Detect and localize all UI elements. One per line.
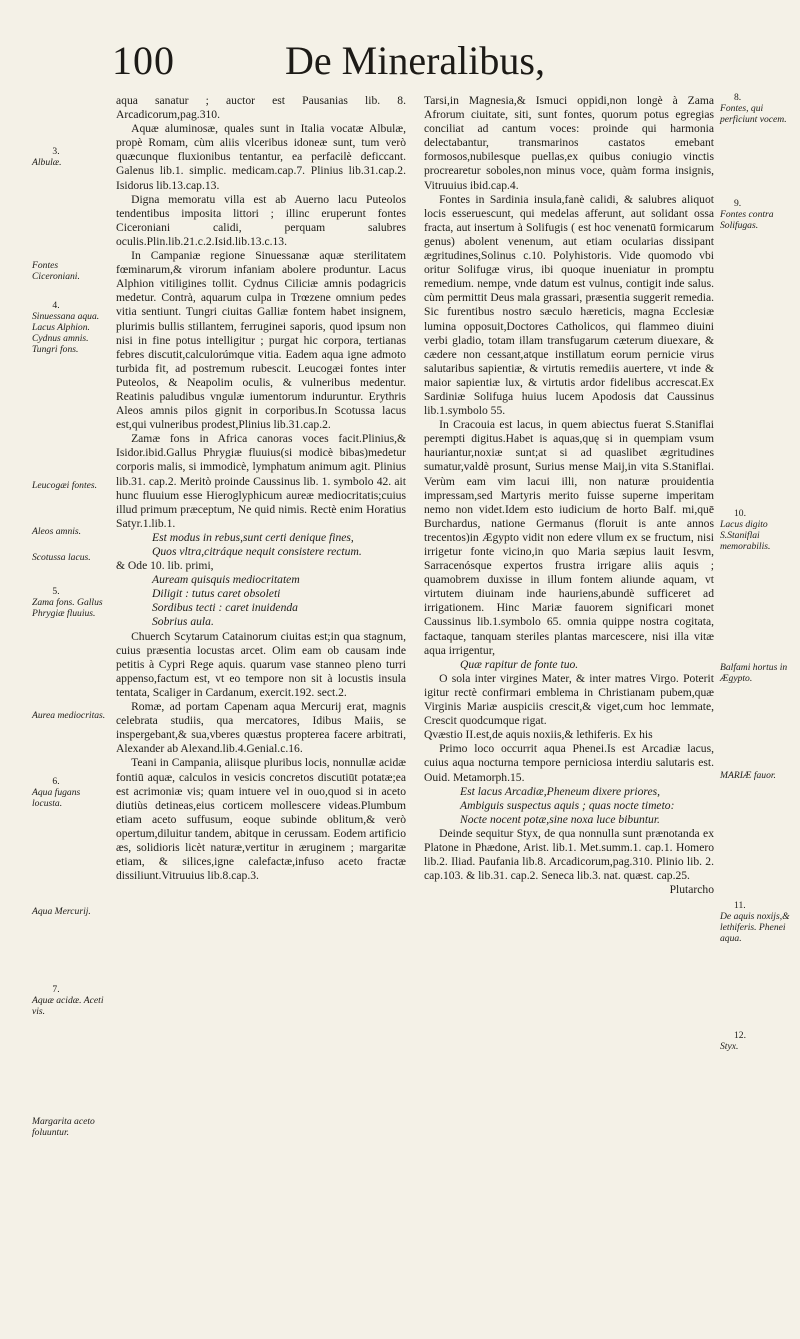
margin-note: Margarita aceto foluuntur. [32, 1116, 95, 1138]
verse-line: Quæ rapitur de fonte tuo. [460, 657, 579, 671]
paragraph: Primo loco occurrit aqua Phenei.Is est Arcadiæ lacus, cuius aqua nocturna tempore perniciosa interdiu salutaris est. Ouid. Metamorph.15. [424, 742, 714, 784]
page-number: 100 [112, 38, 175, 83]
paragraph: Fontes in Sardinia insula,fanè calidi, & salubres aliquot locis esseruescunt, qui medelas afferunt, aut solidant ossa fracta, aut insertum à Solifugis ( est hoc venenatū formicarum genus) abolent venenum, aut etiam ocularias dissipant ægritudines,Solinus c.10. Polyhistoris. Vide quomodo vbi oritur Solifugæ virus, ibi quoque inueniatur in promptu remedium. nempe, vnde datum est vulnus, contigit inde salus. cùm permittit Deus mala grassari, præsentia suggerit remedia. Sic furentibus nostro sæculo hæreticis, magna Ecclesiæ lumina opposuit,Doctores Catholicos, qui flammeo diuini verbi gladio, totam illam transfugarum cæterum diuexare, & cædere non cessant,atque instillatum eorum pernicie virus salutaribus sapientiæ, & virtutis remediis auertere, vt inde & maior sapientiæ lux, & virtutis ardor fidelibus accrescat.Ex Sardiniæ Solifuga huius lucem Apodosis dat Caussinus lib.1.symbolo 55. [424, 192, 714, 418]
paragraph: Zamæ fons in Africa canoras voces facit.Plinius,& Isidor.ibid.Gallus Phrygiæ fluuius(si modicè bibas)medetur corporis malis, si immodicè, lymphatum animum agit. Plinius lib.31. cap.2. Meritò proinde Caussinus lib. 1. symbolo 42. ait hunc fluuium esse Hieroglyphicum aureæ mediocritatis;cuius illud primum præceptum, Ne quid nimis. Rectè enim Horatius Satyr.1.lib.1. [116, 432, 406, 530]
margin-note: 12. Styx. [720, 1030, 746, 1052]
right-text-column [424, 94, 714, 897]
margin-note: 8. Fontes, qui perficiunt vocem. [720, 92, 787, 125]
paragraph: Chuerch Scytarum Catainorum ciuitas est;in qua stagnum, cuius præsentia locustas arcet. Olim eam ob causam inde petitis à Cypri Rege aquis. quarum vase stanneo pleno turri appenso,factum est, vt eo tempore non sit à locustis insula tentata, Scaliger in Cardanum, exercit.192. sect.2. [116, 629, 406, 699]
margin-note: 4. Sinuessana aqua. Lacus Alphion. Cydnus amnis. Tungri fons. [32, 300, 100, 355]
margin-note: 3. Albulæ. [32, 146, 62, 168]
margin-note: Aqua Mercurij. [32, 906, 91, 917]
margin-note: Fontes Ciceroniani. [32, 260, 80, 282]
margin-note: Aurea mediocritas. [32, 710, 106, 721]
margin-note: 9. Fontes contra Solifugas. [720, 198, 774, 231]
paragraph: O sola inter virgines Mater, & inter matres Virgo. Poterit igitur rectè confirmari emblema in Christianam pubem,quæ Virginis Mariæ auspiciis crescit,& viget,cum hoc lemmate, Crescit quodcumque rigat. [424, 671, 714, 728]
page-header [0, 38, 800, 88]
margin-note: 6. Aqua fugans locusta. [32, 776, 81, 809]
margin-note: Leucogæi fontes. [32, 480, 98, 491]
paragraph: Teani in Campania, aliisque pluribus locis, nonnullæ acidæ fontiū aquæ, calculos in vesicis concretos discutiūt potatæ;ea est acrimoniæ vis; quam intuere vel in ouo,quod si in aceto diutiùs detineas,eius corticem mollescere videas.Plumbum etiam aceto suffusum, eoque subinde oblitum,& verò opertum,diluitur tandem, abitque in cerussam. Eodem artificio æs, solidioris licèt naturæ,vertitur in æruginem ; margaritæ etiam, & silices,igne calefactæ,infuso aceto fractæ dissiliunt.Vitruuius lib.8.cap.3. [116, 756, 406, 883]
margin-note: 5. Zama fons. Gallus Phrygiæ fluuius. [32, 586, 103, 619]
verse-line: Est lacus Arcadiæ,Pheneum dixere priores, [460, 784, 661, 798]
paragraph: Tarsi,in Magnesia,& Ismuci oppidi,non longè à Zama Afrorum ciuitate, siti, sunt fontes, quorum potus egregias conciliat ad cantum voces: proinde qui harmonia delectabantur, transmarinos castatos emebant formosos,nubilesque puellas,ex quibus coniugio vinctis procrearetur soboles,non minus voce, quàm forma insignis, Vitruuius ibid.cap.4. [424, 94, 714, 192]
verse-line: Nocte nocent potæ,sine noxa luce bibuntur. [460, 812, 660, 826]
margin-note: 7. Aquæ acidæ. Aceti vis. [32, 984, 104, 1017]
verse-line: Ambiguis suspectus aquis ; quas nocte timeto: [460, 798, 675, 812]
paragraph: Deinde sequitur Styx, de qua nonnulla sunt prænotanda ex Platone in Phædone, Arist. lib.1. Met.summ.1. cap.1. Homero lib.2. Iliad. Paufania lib.8. Arcadicorum,pag.310. Plinio lib. 2. cap.103. & lib.31. cap.2. Seneca lib.3. nat. quæst. cap.25. [424, 826, 714, 883]
running-title: De Mineralibus, [285, 38, 545, 83]
question-heading: Qvæstio II.est,de aquis noxiis,& lethiferis. Ex his [424, 728, 653, 742]
verse-line: Auream quisquis mediocritatem [152, 573, 300, 587]
margin-note: 10. Lacus digito S.Staniflai memorabilis. [720, 508, 771, 552]
verse-line: Sordibus tecti : caret inuidenda [152, 601, 298, 615]
margin-note: Aleos amnis. [32, 526, 82, 537]
margin-note: 11. De aquis noxijs,& lethiferis. Phenei aqua. [720, 900, 790, 944]
catchword: Plutarcho [669, 883, 714, 897]
verse-line: Diligit : tutus caret obsoleti [152, 587, 281, 601]
margin-note: Balfami hortus in Ægypto. [720, 662, 788, 684]
margin-note: MARIÆ fauor. [720, 770, 776, 781]
paragraph: Aquæ aluminosæ, quales sunt in Italia vocatæ Albulæ, propè Romam, cùm aliis vlceribus idoneæ sunt, tum verò quæcunque fluxionibus tentantur, ea perfacilè deficcant. Galenus lib.1. simplic. medicam.cap.7. Plinius lib.31.cap.2. Isidorus lib.13.cap.13. [116, 122, 406, 192]
margin-note: Scotussa lacus. [32, 552, 91, 563]
paragraph: & Ode 10. lib. primi, [116, 559, 214, 573]
verse-line: Sobrius aula. [152, 615, 214, 629]
left-text-column [116, 94, 406, 883]
paragraph: Digna memoratu villa est ab Auerno lacu Puteolos tendentibus imposita littori ; illinc eruperunt fontes Ciceroniani calidi, perquam salubres oculis.Plin.lib.21.c.2.Isid.lib.13.c.13. [116, 192, 406, 248]
verse-line: Quos vltra,citráque nequit consistere rectum. [152, 545, 362, 558]
paragraph: Romæ, ad portam Capenam aqua Mercurij erat, magnis celebrata studiis, qua mercatores, Idibus Maiis, se inspergebant,& sua,vberes quæstus propterea facere arbitrati, Alexander ab Alexand.lib.4.Genial.c.16. [116, 700, 406, 756]
paragraph: In Campaniæ regione Sinuessanæ aquæ sterilitatem fœminarum,& virorum infaniam abolere produntur. Lacus Alphion vitiligines tollit. Cydnus Ciliciæ amnis podagricis medetur. Contrà, aquarum culpa in Trœzene omnium pedes vitia sentiunt. Tungri ciuitas Galliæ fontem habet insignem, plurimis bullis stillantem, ferruginei saporis, quod ipsum non nisi in fine potus intelligitur ; purgat hic corpora, tertianas febres discutit,calculorúmque vitia. Eadem aqua igne admoto turbida fit, ad postremum rubescit. Leucogæi fontes inter Puteolos, & Neapolim oculis, & vulneribus medentur. Reatinis paludibus vngulæ iumentorum induruntur. Erythris Aleos amnis pilos gignit in corporibus.In Scotussa lacus est,qui vulneribus prodest,Plinius lib.31.cap.2. [116, 249, 406, 432]
paragraph: In Cracouia est lacus, in quem abiectus fuerat S.Staniflai perempti digitus.Habet is aquas,quę si in quempiam vsum hauriantur,noxiæ sunt;at si ad quaslibet ægritudines sumatur,valdè prosunt, Surius mense Maij,in vita S.Staniflai. Verùm eam vim lacui illi, non naturæ prouidentia impressam,sed Martyris merito fuisse superne imperitam nemo non videt.Idem esto iudicium de horto Balf. mi,quē Burchardus, natione Germanus (floruit is ante annos trecentos)in Ægypto vidit non edere vllum ex se fructum, nisi irrigetur fonte vicino,in quo Maria sæpius lauit Iesvm, Sarracenósque expertos frustra irrigare aliis aquis ; quamobrem duxisse in illum fontem aliunde aquam, vt virtutem diuinam inde hauriens,abundè sufficeret ad irrigationem. Hinc Mariæ fauorem significari monet Caussinus lib.1.symbolo 65. omnia quippe nostra cogitata, factaque, tanquam steriles plantas marcescere, nisi illa vitæ aqua irrigentur, [424, 418, 714, 657]
verse-line: Est modus in rebus,sunt certi denique fines, [152, 530, 354, 544]
paragraph: aqua sanatur ; auctor est Pausanias lib. 8. Arcadicorum,pag.310. [116, 94, 406, 122]
